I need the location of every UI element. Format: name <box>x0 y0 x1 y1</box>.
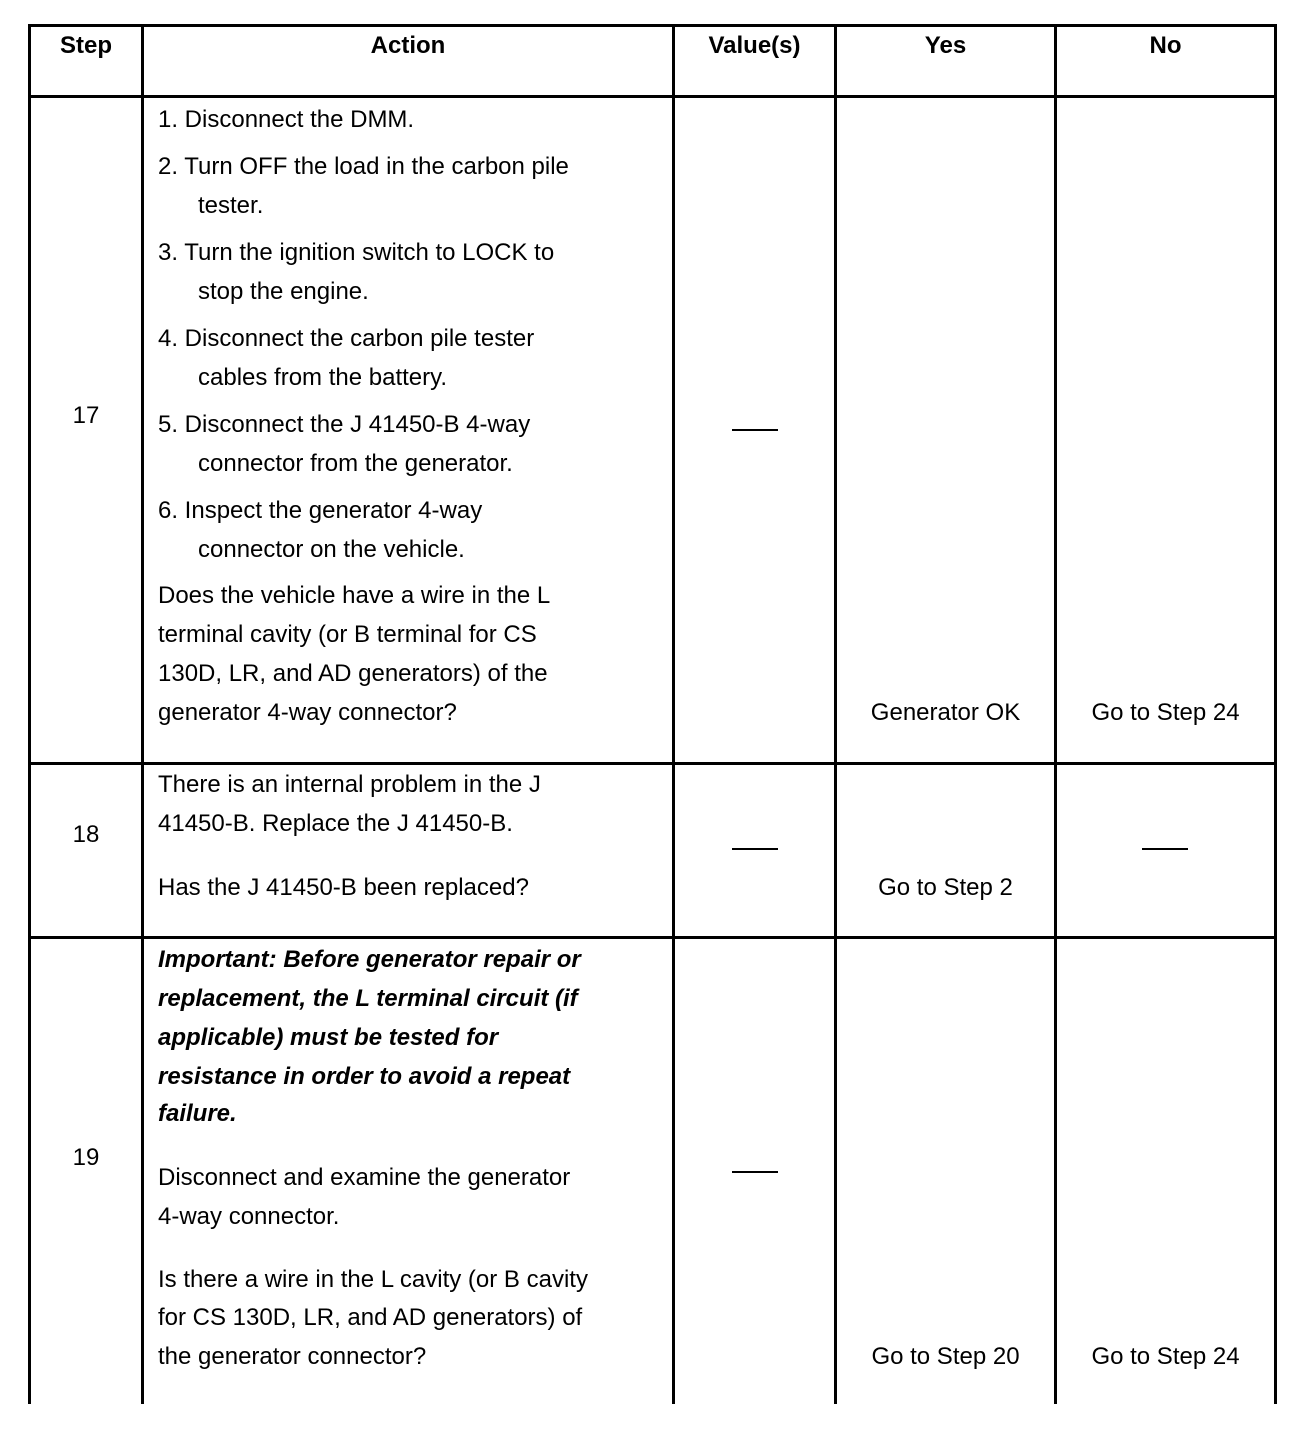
action-item-2: 2. Turn OFF the load in the carbon pile <box>158 153 569 180</box>
step-number-17: 17 <box>72 402 100 429</box>
header-action: Action <box>370 32 446 59</box>
action-item-5: 5. Disconnect the J 41450-B 4-way <box>158 411 531 438</box>
instruction-line: Disconnect and examine the generator <box>158 1164 571 1191</box>
question-line: generator 4-way connector? <box>158 699 457 726</box>
action-item-2-cont: tester. <box>198 192 264 219</box>
row-divider-18 <box>28 936 1277 939</box>
action-item-3-cont: stop the engine. <box>198 278 369 305</box>
instruction-line: 4-way connector. <box>158 1203 340 1230</box>
statement-line: 41450-B. Replace the J 41450-B. <box>158 810 513 837</box>
no-result-17: Go to Step 24 <box>1091 699 1240 726</box>
table-border-right <box>1274 24 1277 1404</box>
question-line: Is there a wire in the L cavity (or B cavity <box>158 1266 588 1293</box>
column-divider-step <box>141 24 144 1404</box>
question-line: for CS 130D, LR, and AD generators) of <box>158 1304 583 1331</box>
important-note-line: failure. <box>158 1100 237 1127</box>
action-item-4-cont: cables from the battery. <box>198 364 447 391</box>
important-note-line: resistance in order to avoid a repeat <box>158 1063 571 1090</box>
yes-result-18: Go to Step 2 <box>878 874 1013 901</box>
values-dash-18 <box>732 848 778 850</box>
action-item-6-cont: connector on the vehicle. <box>198 536 465 563</box>
header-no: No <box>1149 32 1182 59</box>
step-number-19: 19 <box>72 1144 100 1171</box>
action-item-5-cont: connector from the generator. <box>198 450 513 477</box>
step-number-18: 18 <box>72 821 100 848</box>
header-yes: Yes <box>924 32 967 59</box>
column-divider-action <box>672 24 675 1404</box>
yes-result-19: Go to Step 20 <box>871 1343 1020 1370</box>
action-item-1: 1. Disconnect the DMM. <box>158 106 415 133</box>
question-line: terminal cavity (or B terminal for CS <box>158 621 537 648</box>
question-line: Does the vehicle have a wire in the L <box>158 582 551 609</box>
header-divider <box>28 95 1277 98</box>
action-item-6: 6. Inspect the generator 4-way <box>158 497 483 524</box>
no-result-19: Go to Step 24 <box>1091 1343 1240 1370</box>
action-item-4: 4. Disconnect the carbon pile tester <box>158 325 535 352</box>
header-values: Value(s) <box>708 32 801 59</box>
question-line: the generator connector? <box>158 1343 427 1370</box>
important-note-line: applicable) must be tested for <box>158 1024 499 1051</box>
no-dash-18 <box>1142 848 1188 850</box>
statement-line: There is an internal problem in the J <box>158 771 541 798</box>
header-step: Step <box>59 32 112 59</box>
question-line: Has the J 41450-B been replaced? <box>158 874 529 901</box>
question-line: 130D, LR, and AD generators) of the <box>158 660 548 687</box>
important-note-line: Important: Before generator repair or <box>158 946 581 973</box>
table-border-left <box>28 24 31 1404</box>
table-border-top <box>28 24 1277 27</box>
yes-result-17: Generator OK <box>870 699 1021 726</box>
values-dash-17 <box>732 429 778 431</box>
action-item-3: 3. Turn the ignition switch to LOCK to <box>158 239 555 266</box>
important-note-line: replacement, the L terminal circuit (if <box>158 985 578 1012</box>
values-dash-19 <box>732 1171 778 1173</box>
